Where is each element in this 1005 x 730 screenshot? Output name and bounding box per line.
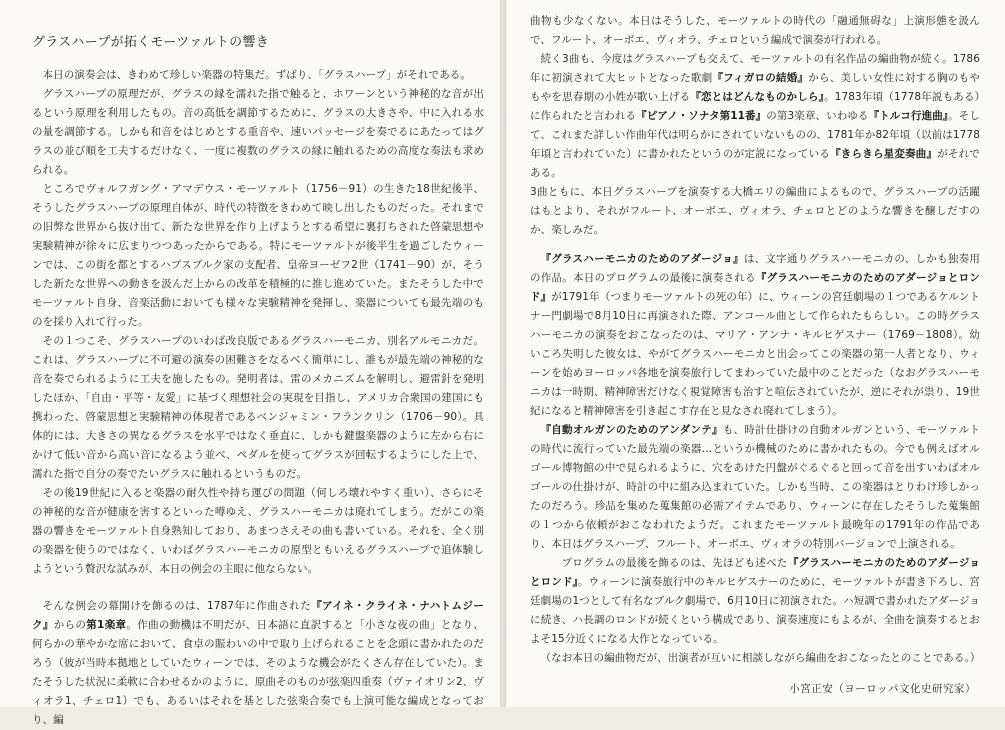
paragraph-arrangements — [530, 50, 980, 183]
paragraph-andante — [530, 421, 980, 554]
paragraph-mozart-era: ところでヴォルフガング・アマデウス・モーツァルト（1756－91）の生きた18世紀後半、そうしたグラスハープの原理自体が、時代の特徴をきわめて映し出したものだった。それまでの旧弊な世界から抜け出て、新たな世界を作り上げようとする希望に裏打ちされた啓蒙思想や実験精神が徐々に広まりつつあったからである。特にモーツァルトが後半生を過ごしたウィーンでは、この街を都とするハプスブルク家の支配者、皇帝ヨーゼフ2世（1741－90）が、そうした新たな世界への動きを汲んだ上からの改革を積極的に推し進めていた。またそうした中でモーツァルト自身、音楽活動においても様々な実験精神を発揮し、楽器についても最先端のものを採り入れて行った。 — [32, 183, 484, 328]
text-run: は、文字通りグラスハーモニカの、しかも独奏用の作品。本日のプログラムの最後に演奏される — [530, 253, 981, 284]
paragraph-gap — [32, 579, 484, 597]
right-page — [506, 0, 1005, 707]
text-run: 。1783年頃（1778年説もある）に作られたと言われる — [530, 91, 980, 122]
text-run: 。そして、これまた詳しい作曲年代は明らかにされていないものの、1781年か82年頃（以前は1778年頃と言われていた）に書かれたというのが定説になっている — [530, 110, 980, 160]
text-run: の第3楽章、いわゆる — [766, 110, 869, 122]
paragraph-arranger: 3曲ともに、本日グラスハープを演奏する大橋エリの編曲によるもので、グラスハープの活躍はもとより、それがフルート、オーボエ、ヴィオラ、チェロとどのような響きを醸しだすのか、楽しみだ。 — [530, 186, 980, 236]
text-run: 。作曲の動機は不明だが、日本語に直訳すると「小さな夜の曲」となり、何らかの華やかな席において、食卓の賑わいの中で取り上げられることを念頭に書かれたのだろう（彼が当時本拠地としていたウィーンでは、そのような機会がたくさん存在していた）。またそうした状況に柔軟に合わせるかのように、原曲そのものが弦楽四重奏（ヴァイオリン2、ヴィオラ1、チェロ1）でも、あるいはそれを基とした弦楽合奏でも上演可能な編成となっており、編 — [32, 619, 484, 726]
work-title: 『フィガロの結婚』 — [712, 72, 809, 84]
work-title: 『トルコ行進曲』 — [868, 110, 949, 122]
work-title: 第1楽章 — [86, 619, 127, 631]
text-run: がそれである。 — [530, 148, 980, 179]
paragraph-program-opening — [32, 597, 484, 730]
text-run: からの — [53, 619, 87, 631]
paragraph-decline: その後19世紀に入ると楽器の耐久性や持ち運びの問題（何しろ壊れやすく重い）、さらにその神秘的な音が健康を害するといった噂ゆえ、グラスハーモニカは廃れてしまう。だがこの楽器の響きをモーツァルト自身熟知しており、あまつさえその曲も書いている。それを、全く別の楽器を使うのではなく、いわばグラスハーモニカの原型ともいえるグラスハープで追体験しようという贅沢な試みが、本日の例会の主眼に他ならない。 — [32, 487, 484, 575]
paragraph-glass-harp-principle: グラスハープの原理だが、グラスの縁を濡れた指で触ると、ホワーンという神秘的な音が出るという原理を利用したもの。音の高低を調節するために、グラスの大きさや、中に入れる水の量を調節する。しかも和音をはじめとする重音や、速いパッセージを奏でるにあたってはグラスの並び順を工夫するだけなく、一度に複数のグラスの縁に触れるための高度な奏法も求められる。 — [32, 88, 484, 176]
paragraph-finale — [530, 554, 980, 649]
work-title: 『アイネ・クライネ・ナハトムジーク』 — [32, 600, 484, 631]
work-title: 『グラスハーモニカのためのアダージョとロンド』 — [530, 557, 980, 588]
text-run: が1791年（つまりモーツァルトの死の年）に、ウィーンの宮廷劇場の１つであるケルントナー門劇場で8月10日に再演された際、アンコール曲として作られたもらしい。この時グラスハーモニカの演奏をおこなったのは、マリア・アンナ・キルヒゲスナー（1769－1808）。幼いころ失明した彼女は、やがてグラスハーモニカと出会ってこの楽器の第一人者となり、ウィーンを始めヨーロッパ各地を演奏旅行してまわっていた最中のことだった（なおグラスハーモニカは一時期、精神障害だけなく視覚障害も治すと喧伝されていたが、逆にそれが祟り、19世紀になると精神障害を引き起こす存在と見なされ廃れてしまう）。 — [530, 291, 980, 417]
work-title: 『グラスハーモニカのためのアダージョとロンド』 — [530, 272, 980, 303]
text-run: も、時計仕掛けの自動オルガンという、モーツァルトの時代に流行っていた最先端の楽器…というか機械のために書かれたもの。今でも例えばオルゴール博物館の中で見られるように、穴をあけた円盤がぐるぐると回って音を出すいわばオルゴールの仕掛けが、時計の中に組み込まれていた。しかも当時、この楽器はとりわけ珍しかったのだろう。珍品を集めた蒐集館の必需アイテムであり、ウィーンに存在したそうした蒐集館の１つから依頼がおこなわれたようだ。これまたモーツァルト最晩年の1791年の作品であり、本日はグラスハープ、フルート、オーボエ、ヴィオラの特別バージョンで上演される。 — [530, 424, 980, 550]
author-signature: 小宮正安（ヨーロッパ文化史研究家） — [789, 683, 976, 695]
left-column — [32, 32, 484, 730]
text-run: 。ウィーンに演奏旅行中のキルヒゲスナーのために、モーツァルトが書き下ろし、宮廷劇場の1つとして有名なブルク劇場で、6月10日に初演された。ハ短調で書かれたアダージョに続き、ハ長調のロンドが続くという構成であり、演奏速度にもよるが、全曲を演奏するとおよそ15分近くになる大作となっている。 — [530, 576, 980, 645]
paragraph-note: （なお本日の編曲物だが、出演者が互いに相談しながら編曲をおこなったとのことである。） — [540, 652, 981, 664]
paragraph-glass-harmonica: その１つこそ、グラスハープのいわば改良版であるグラスハーモニカ、別名アルモニカだ。これは、グラスハープに不可避の演奏の困難さをなるべく簡単にし、誰もが最先端の神秘的な音を奏でられるように工夫を施したもの。発明者は、雷のメカニズムを解明し、避雷針を発明したほか、「自由・平等・友愛」に基づく理想社会の実現を目指し、アメリカ合衆国の建国にも携わった、啓蒙思想と実験精神の体現者であるベンジャミン・フランクリン（1706－90）。具体的には、大きさの異なるグラスを水平ではなく垂直に、しかも鍵盤楽器のように左から右にかけて低い音から高い音になるよう並べ、ペダルを使ってグラスが回転するようにした上で、濡れた指で自分の奏でたいグラスに触れるというものだ。 — [32, 335, 484, 480]
left-page — [0, 0, 500, 726]
text-run: プログラムの最後を飾るのは、先ほども述べた — [561, 557, 788, 569]
text-run: 続く3曲も、今度はグラスハープも交えて、モーツァルトの有名作品の編曲物が続く。1786年に初演されて大ヒットとなった歌劇 — [530, 53, 980, 84]
text-run: そんな例会の幕開けを飾るのは、1787年に作曲された — [42, 600, 312, 612]
text-run: から、美しい女性に対する胸のもやもやを思春期の小姓が歌い上げる — [530, 72, 981, 103]
article-title: グラスハープが拓くモーツァルトの響き — [32, 35, 270, 50]
work-title: 『ピアノ・ソナタ第11番』 — [636, 110, 767, 122]
paragraph-gap — [530, 240, 980, 250]
paragraph-adagio — [530, 250, 980, 421]
work-title: 『グラスハーモニカのためのアダージョ』 — [540, 253, 744, 265]
paragraph-intro: 本日の演奏会は、きわめて珍しい楽器の特集だ。ずばり、「グラスハープ」がそれである。 — [42, 69, 472, 81]
right-column — [530, 12, 980, 699]
work-title: 『自動オルガンのためのアンダンテ』 — [540, 424, 723, 436]
paragraph-continued: 曲物も少なくない。本日はそうした、モーツァルトの時代の「融通無碍な」上演形態を汲んで、フルート、オーボエ、ヴィオラ、チェロという編成で演奏が行われる。 — [530, 15, 980, 46]
work-title: 『きらきら星変奏曲』 — [830, 148, 938, 160]
work-title: 『恋とはどんなものかしら』 — [690, 91, 825, 103]
